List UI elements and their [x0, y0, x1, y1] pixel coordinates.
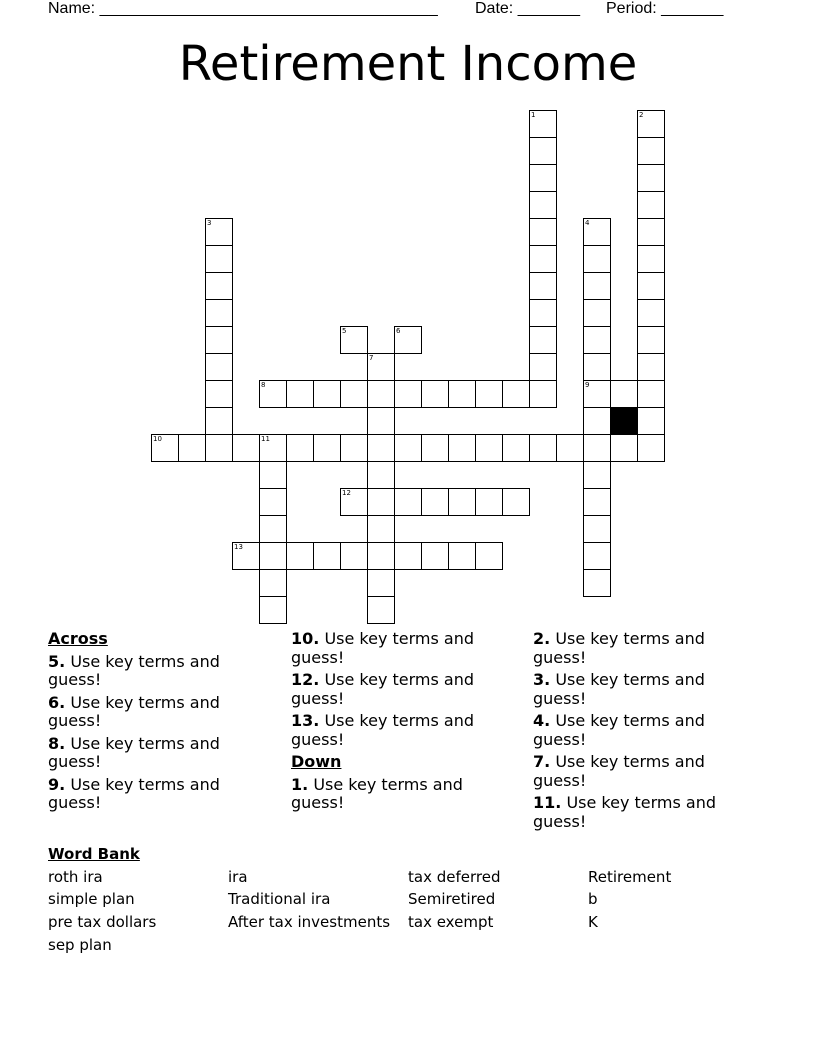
word-bank-item: K: [588, 913, 598, 931]
grid-cell[interactable]: [394, 434, 422, 462]
clue-number: 3: [207, 219, 212, 227]
grid-cell[interactable]: [637, 299, 665, 327]
grid-cell[interactable]: [475, 434, 503, 462]
grid-cell[interactable]: [259, 434, 287, 462]
word-bank-item: simple plan: [48, 890, 135, 908]
grid-cell[interactable]: [448, 380, 476, 408]
grid-cell[interactable]: [205, 407, 233, 435]
grid-cell[interactable]: [367, 542, 395, 570]
grid-cell[interactable]: [583, 488, 611, 516]
grid-cell[interactable]: [529, 164, 557, 192]
grid-cell[interactable]: [232, 542, 260, 570]
grid-cell[interactable]: [583, 515, 611, 543]
grid-cell[interactable]: [367, 515, 395, 543]
clue-number: 13: [234, 543, 243, 551]
grid-cell[interactable]: [637, 434, 665, 462]
grid-cell[interactable]: [394, 380, 422, 408]
grid-cell[interactable]: [178, 434, 206, 462]
grid-cell[interactable]: [529, 272, 557, 300]
grid-cell[interactable]: [475, 488, 503, 516]
grid-cell[interactable]: [367, 488, 395, 516]
grid-cell[interactable]: [367, 407, 395, 435]
grid-cell[interactable]: [205, 326, 233, 354]
grid-cell[interactable]: [367, 569, 395, 597]
clue-down-1: 1. Use key terms and guess!: [291, 774, 463, 812]
grid-cell[interactable]: [448, 488, 476, 516]
grid-cell[interactable]: [259, 569, 287, 597]
clue-down-2: 2. Use key terms and guess!: [533, 629, 705, 667]
grid-cell[interactable]: [529, 434, 557, 462]
grid-cell[interactable]: [340, 326, 368, 354]
word-bank-item: tax exempt: [408, 913, 494, 931]
clues-column-1: [48, 630, 248, 817]
word-bank-item: Retirement: [588, 868, 672, 886]
grid-cell[interactable]: [475, 542, 503, 570]
grid-cell[interactable]: [529, 218, 557, 246]
grid-cell[interactable]: [529, 110, 557, 138]
grid-cell[interactable]: [367, 380, 395, 408]
clues-column-2: [291, 630, 491, 817]
clue-number: 6: [396, 327, 401, 335]
grid-cell[interactable]: [583, 353, 611, 381]
clue-across-10: 10. Use key terms and guess!: [291, 629, 475, 667]
grid-cell[interactable]: [394, 542, 422, 570]
word-bank-item: After tax investments: [228, 913, 391, 931]
clue-down-11: 11. Use key terms and guess!: [533, 793, 717, 831]
clue-number: 1: [531, 111, 536, 119]
grid-cell[interactable]: [286, 434, 314, 462]
grid-cell[interactable]: [421, 488, 449, 516]
grid-cell[interactable]: [583, 434, 611, 462]
grid-cell[interactable]: [583, 326, 611, 354]
word-bank-item: Traditional ira: [228, 890, 331, 908]
period-field[interactable]: Period: _______: [606, 0, 724, 17]
clue-across-9: 9. Use key terms and guess!: [48, 774, 220, 812]
clue-number: 8: [261, 381, 266, 389]
grid-cell[interactable]: [259, 488, 287, 516]
grid-cell[interactable]: [637, 407, 665, 435]
grid-cell[interactable]: [205, 380, 233, 408]
grid-cell[interactable]: [529, 137, 557, 165]
grid-cell[interactable]: [340, 488, 368, 516]
clue-down-3: 3. Use key terms and guess!: [533, 670, 705, 708]
grid-cell[interactable]: [610, 434, 638, 462]
grid-cell[interactable]: [286, 380, 314, 408]
clue-number: 9: [585, 381, 590, 389]
clue-across-12: 12. Use key terms and guess!: [291, 670, 475, 708]
clue-number: 2: [639, 111, 644, 119]
grid-cell[interactable]: [637, 110, 665, 138]
grid-cell[interactable]: [205, 218, 233, 246]
grid-cell[interactable]: [583, 218, 611, 246]
grid-cell[interactable]: [637, 218, 665, 246]
down-heading: Down: [291, 752, 342, 771]
grid-cell[interactable]: [502, 380, 530, 408]
clues-column-3: [533, 630, 733, 835]
grid-cell[interactable]: [313, 380, 341, 408]
grid-cell[interactable]: [340, 434, 368, 462]
grid-cell[interactable]: [583, 569, 611, 597]
grid-cell[interactable]: [583, 407, 611, 435]
grid-cell[interactable]: [529, 191, 557, 219]
grid-cell-blocked: [610, 407, 638, 435]
grid-cell[interactable]: [205, 434, 233, 462]
grid-cell[interactable]: [205, 245, 233, 273]
grid-cell[interactable]: [583, 299, 611, 327]
grid-cell[interactable]: [232, 434, 260, 462]
grid-cell[interactable]: [259, 515, 287, 543]
grid-cell[interactable]: [448, 434, 476, 462]
date-field[interactable]: Date: _______: [475, 0, 580, 17]
grid-cell[interactable]: [610, 380, 638, 408]
name-field[interactable]: Name: ______________________________________: [48, 0, 438, 17]
grid-cell[interactable]: [340, 380, 368, 408]
grid-cell[interactable]: [340, 542, 368, 570]
grid-cell[interactable]: [205, 299, 233, 327]
word-bank-heading: Word Bank: [48, 845, 140, 863]
grid-cell[interactable]: [529, 299, 557, 327]
word-bank-item: tax deferred: [408, 868, 501, 886]
grid-cell[interactable]: [583, 542, 611, 570]
grid-cell[interactable]: [637, 137, 665, 165]
grid-cell[interactable]: [637, 245, 665, 273]
grid-cell[interactable]: [448, 542, 476, 570]
grid-cell[interactable]: [529, 245, 557, 273]
grid-cell[interactable]: [286, 542, 314, 570]
grid-cell[interactable]: [502, 434, 530, 462]
clue-number: 4: [585, 219, 590, 227]
clue-across-6: 6. Use key terms and guess!: [48, 692, 220, 730]
clue-number: 5: [342, 327, 347, 335]
across-heading: Across: [48, 629, 108, 648]
clue-down-4: 4. Use key terms and guess!: [533, 711, 705, 749]
clue-number: 11: [261, 435, 270, 443]
word-bank-item: roth ira: [48, 868, 103, 886]
grid-cell[interactable]: [367, 353, 395, 381]
grid-cell[interactable]: [475, 380, 503, 408]
grid-cell[interactable]: [421, 434, 449, 462]
clue-across-8: 8. Use key terms and guess!: [48, 733, 220, 771]
grid-cell[interactable]: [583, 380, 611, 408]
grid-cell[interactable]: [421, 542, 449, 570]
grid-cell[interactable]: [529, 326, 557, 354]
grid-cell[interactable]: [259, 461, 287, 489]
grid-cell[interactable]: [421, 380, 449, 408]
word-bank-item: pre tax dollars: [48, 913, 157, 931]
grid-cell[interactable]: [394, 326, 422, 354]
clue-across-13: 13. Use key terms and guess!: [291, 711, 475, 749]
grid-cell[interactable]: [556, 434, 584, 462]
grid-cell[interactable]: [367, 434, 395, 462]
grid-cell[interactable]: [529, 380, 557, 408]
grid-cell[interactable]: [151, 434, 179, 462]
word-bank-item: ira: [228, 868, 248, 886]
grid-cell[interactable]: [259, 380, 287, 408]
word-bank-item: b: [588, 890, 598, 908]
clue-number: 10: [153, 435, 162, 443]
grid-cell[interactable]: [637, 191, 665, 219]
grid-cell[interactable]: [529, 353, 557, 381]
grid-cell[interactable]: [259, 596, 287, 624]
word-bank-item: sep plan: [48, 936, 112, 954]
grid-cell[interactable]: [502, 488, 530, 516]
word-bank-item: Semiretired: [408, 890, 496, 908]
grid-cell[interactable]: [205, 353, 233, 381]
grid-cell[interactable]: [583, 272, 611, 300]
grid-cell[interactable]: [259, 542, 287, 570]
clue-number: 7: [369, 354, 374, 362]
grid-cell[interactable]: [313, 434, 341, 462]
grid-cell[interactable]: [367, 461, 395, 489]
grid-cell[interactable]: [637, 164, 665, 192]
page-title: Retirement Income: [178, 36, 638, 92]
grid-cell[interactable]: [637, 353, 665, 381]
grid-cell[interactable]: [583, 461, 611, 489]
grid-cell[interactable]: [637, 380, 665, 408]
grid-cell[interactable]: [205, 272, 233, 300]
grid-cell[interactable]: [637, 272, 665, 300]
grid-cell[interactable]: [394, 488, 422, 516]
grid-cell[interactable]: [367, 596, 395, 624]
grid-cell[interactable]: [637, 326, 665, 354]
clue-down-7: 7. Use key terms and guess!: [533, 752, 705, 790]
clue-number: 12: [342, 489, 351, 497]
clue-across-5: 5. Use key terms and guess!: [48, 651, 220, 689]
grid-cell[interactable]: [583, 245, 611, 273]
grid-cell[interactable]: [313, 542, 341, 570]
